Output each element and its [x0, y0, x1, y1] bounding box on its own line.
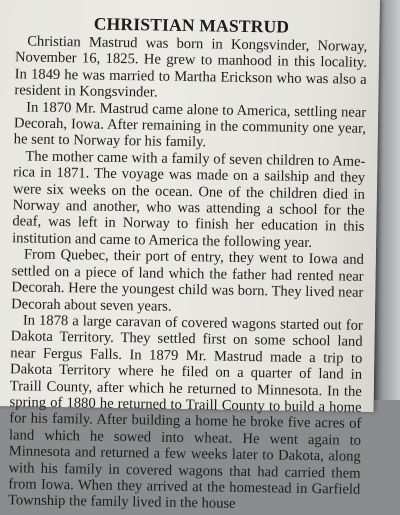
paragraph-5: In 1878 a large caravan of covered wagons started out for Dakota Territory. They settled first on some school land near Fergus Falls. In 1879 Mr. Mastrud made a trip to Dakota Territory where he filed on a quarter of land in Traill County, after which he returned to Minnesota. In the spring of 1880 he returned to Traill County to build a home for his family. After building a home he broke five acres of land which he sowed into wheat. He went again to Minnesota and returned a few weeks later to Dakota, along with his family in covered wagons that had carried them from Iowa. When they arrived at the homestead in Garfield Township the family lived in the house — [7, 312, 363, 513]
paragraph-3: The mother came with a family of seven children to America in 1871. The voyage was made on a sailship and they were six weeks on the ocean. One of the children died in Norway and another, who was attending a school for the deaf, was left in Norway to finish her education in this institution and came to America the following year. — [12, 148, 366, 251]
article — [8, 12, 368, 514]
article-title: CHRISTIAN MASTRUD — [93, 13, 290, 37]
paragraph-2: In 1870 Mr. Mastrud came alone to America, settling near Decorah, Iowa. After remaining in the community one year, he sent to Norway for his family. — [13, 99, 367, 151]
paragraph-4: From Quebec, their port of entry, they went to Iowa and settled on a piece of land which the father had rented near Decorah. Here the youngest child was born. They lived near Decorah about seven years. — [11, 246, 364, 315]
paragraph-1: Christian Mastrud was born in Kongsvinder, Norway, November 16, 1825. He grew to manhood in this locality. In 1849 he was married to Martha Erickson who was also a resident in Kongsvinder. — [14, 33, 368, 101]
